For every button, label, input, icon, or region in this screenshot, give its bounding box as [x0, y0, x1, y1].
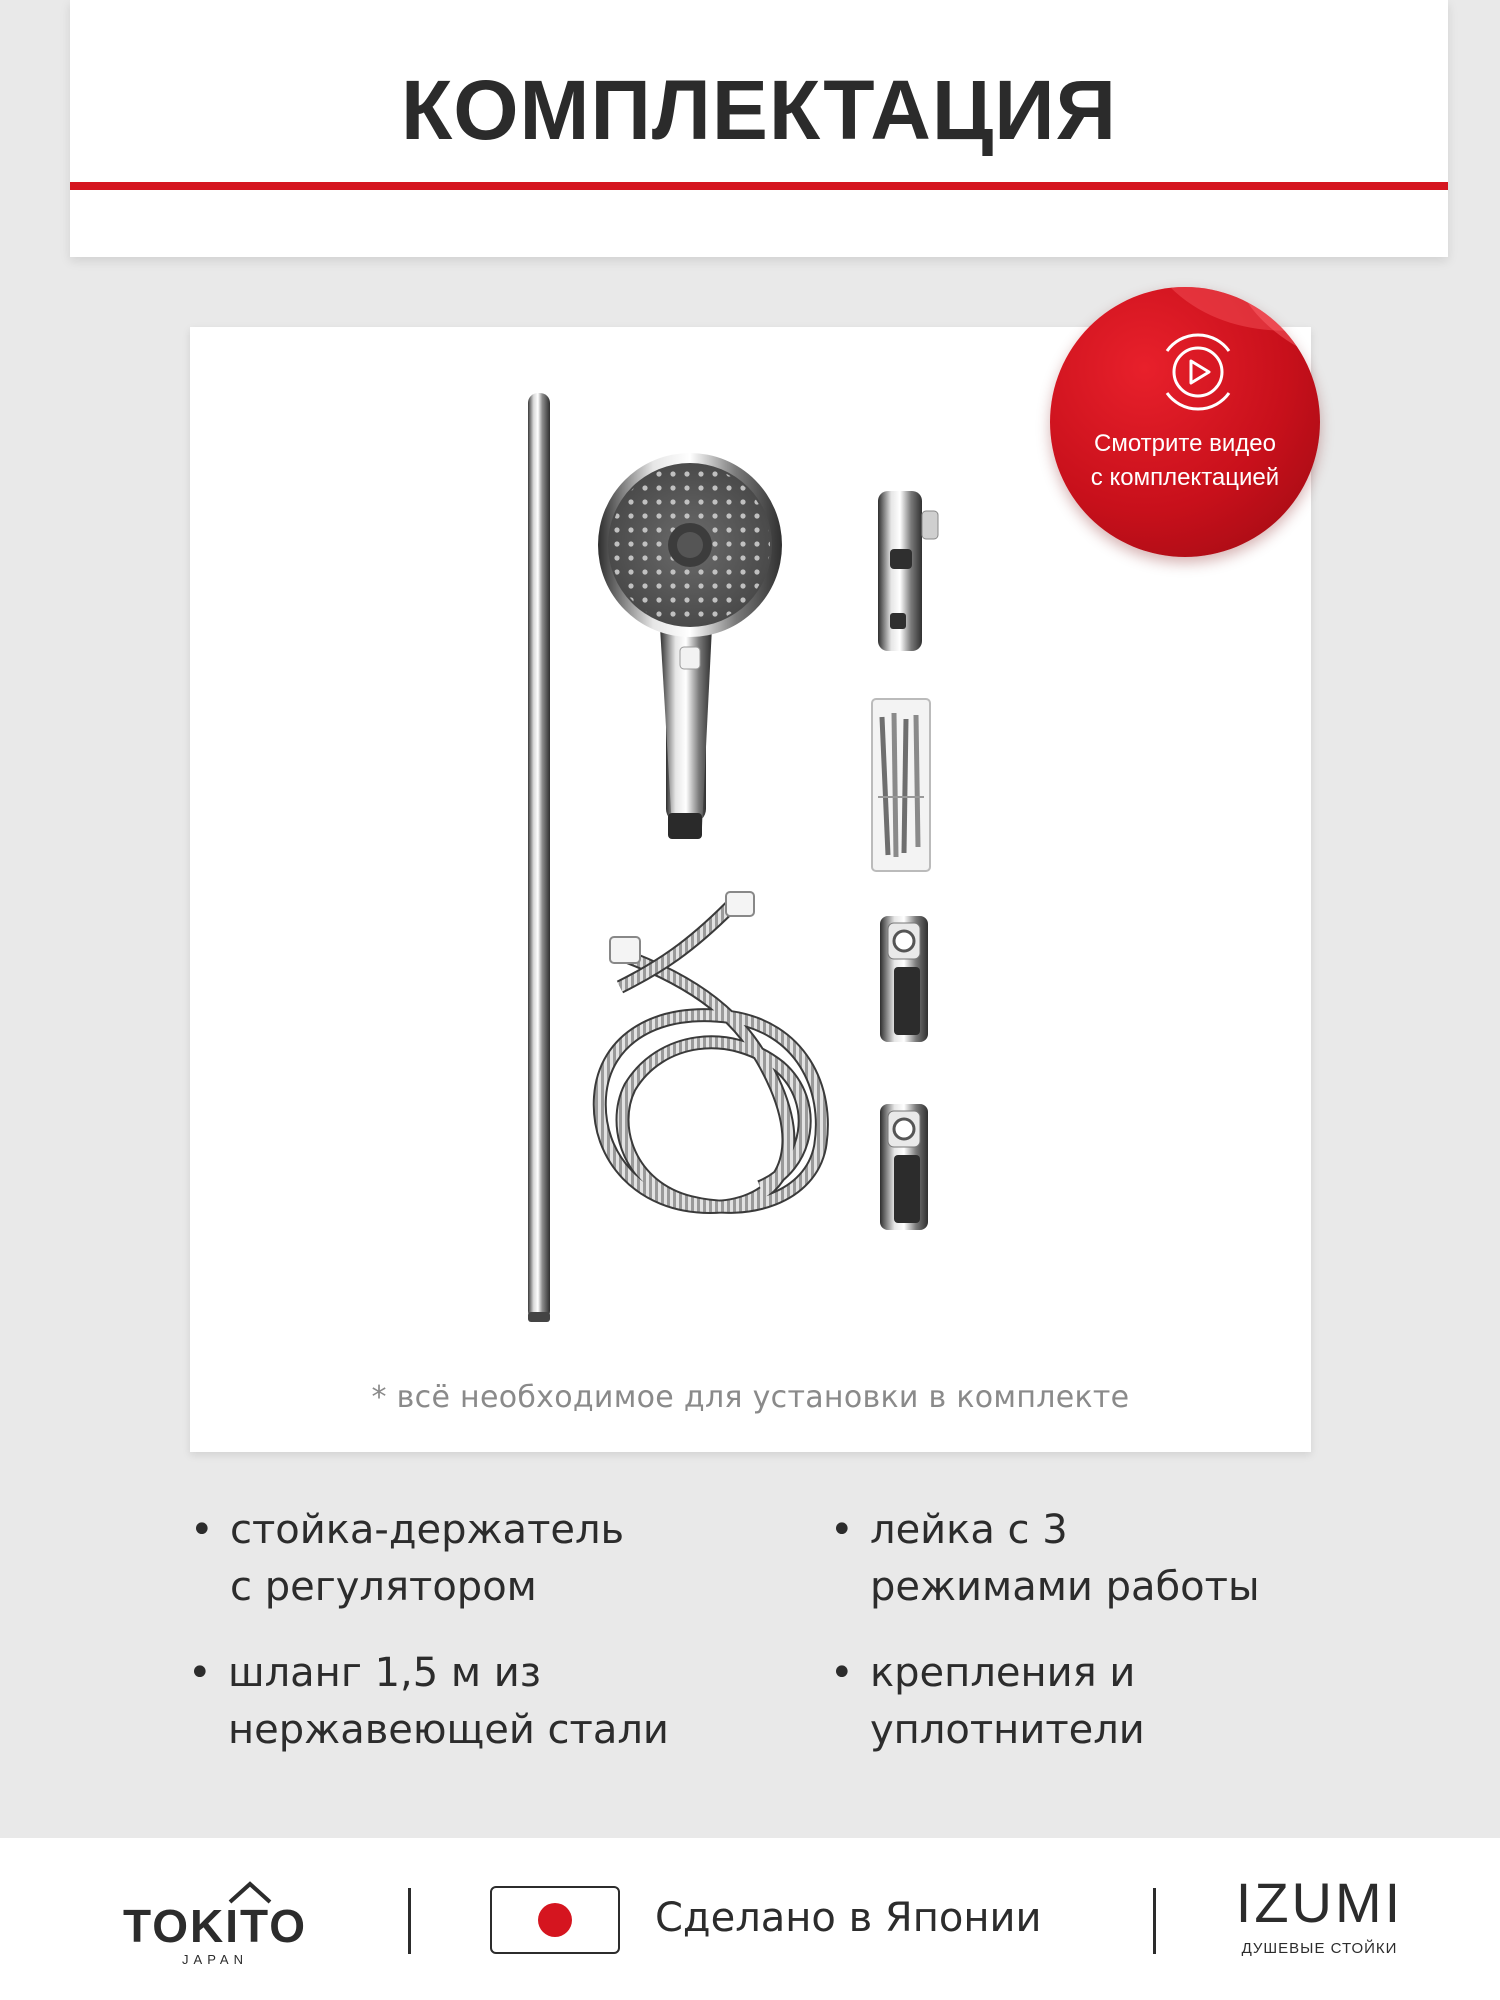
shower-head: [598, 453, 782, 839]
feature-line: лейка с 3: [870, 1507, 1068, 1553]
flag-sun: [538, 1903, 572, 1937]
footer-bar: [0, 1838, 1500, 2000]
feature-item: [830, 1502, 1390, 1616]
slider-holder: [878, 491, 938, 651]
feature-line: шланг 1,5 м из: [228, 1650, 542, 1696]
feature-line: нержавеющей стали: [228, 1707, 669, 1753]
badge-caption: [1050, 427, 1320, 495]
kit-note: * всё необходимое для установки в комплекте: [371, 1380, 1130, 1415]
fasteners-bag: [872, 699, 930, 871]
header-card: [70, 0, 1448, 257]
features-list: [190, 1502, 1320, 1762]
wall-bracket-top: [880, 916, 928, 1042]
feature-item: [830, 1645, 1390, 1759]
series-subtitle: ДУШЕВЫЕ СТОЙКИ: [1241, 1940, 1398, 1957]
bullet-icon: •: [830, 1507, 854, 1553]
feature-line: уплотнители: [870, 1707, 1145, 1753]
feature-item: [190, 1502, 750, 1616]
page-title: КОМПЛЕКТАЦИЯ: [400, 63, 1118, 157]
slide-bar: [528, 393, 550, 1322]
svg-text:TOKITO: TOKITO: [122, 1900, 308, 1952]
shower-hose: [600, 892, 822, 1207]
feature-line: стойка-держатель: [230, 1507, 625, 1553]
badge-caption-line2: с комплектацией: [1090, 464, 1280, 491]
japan-flag-icon: [490, 1886, 620, 1954]
svg-text:JAPAN: JAPAN: [182, 1952, 248, 1967]
bullet-icon: •: [188, 1650, 212, 1696]
wall-bracket-bottom: [880, 1104, 928, 1230]
bullet-icon: •: [190, 1507, 214, 1553]
series-name: IZUMI: [1235, 1871, 1404, 1934]
footer-divider: [408, 1888, 411, 1954]
footer-divider: [1153, 1888, 1156, 1954]
feature-line: с регулятором: [230, 1564, 537, 1610]
bullet-icon: •: [830, 1650, 854, 1696]
feature-line: режимами работы: [870, 1564, 1260, 1610]
made-in-label: Сделано в Японии: [655, 1895, 1042, 1941]
tokito-logo: [100, 1880, 330, 1970]
badge-caption-line1: Смотрите видео: [1094, 430, 1276, 457]
header-accent-line: [70, 182, 1448, 190]
play-icon: [1153, 327, 1243, 417]
feature-line: крепления и: [870, 1650, 1136, 1696]
feature-item: [188, 1645, 788, 1759]
watch-video-badge[interactable]: [1050, 287, 1320, 557]
